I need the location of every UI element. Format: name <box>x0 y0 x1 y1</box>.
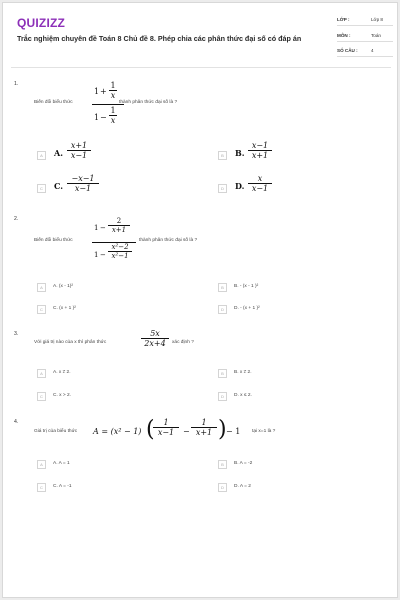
question-1-suffix: thành phân thức đại số là ? <box>119 100 178 105</box>
meta-subject-value: Toán <box>371 33 381 38</box>
math-denominator: x−1 <box>67 183 99 193</box>
question-4-suffix: tại x=1 là ? <box>252 429 276 434</box>
math-denominator: x−1 <box>248 183 272 193</box>
question-4-number: 4. <box>14 419 19 425</box>
option-text[interactable]: C. (x + 1 )² <box>53 306 76 311</box>
meta-divider <box>337 56 393 57</box>
q1-option-c-fraction[interactable] <box>67 174 99 193</box>
option-box[interactable]: A <box>37 369 46 378</box>
option-text[interactable]: A. A = 1 <box>53 461 70 466</box>
math-fraction <box>191 418 217 437</box>
option-text[interactable]: C. x > 2. <box>53 393 71 398</box>
math-numerator: 1 <box>163 418 169 427</box>
option-box[interactable]: A <box>37 283 46 292</box>
math-denominator: x−1 <box>67 150 91 160</box>
option-box[interactable]: B <box>218 460 227 469</box>
math-paren-open: ( <box>146 417 155 442</box>
math-denominator: x−1 <box>153 427 179 437</box>
header-divider <box>11 67 391 68</box>
option-box[interactable]: C <box>37 305 46 314</box>
meta-divider <box>337 25 393 26</box>
document-title: Trắc nghiệm chuyên đề Toán 8 Chủ đề 8. Phép chia các phân thức đại số có đáp án <box>17 34 302 43</box>
meta-grade-key: LỚP : <box>337 17 350 22</box>
math-numerator: −x−1 <box>71 174 95 183</box>
question-1-prefix: Biến đổi biểu thức <box>34 100 73 105</box>
math-minus: − <box>100 224 106 232</box>
math-denominator: 2x+4 <box>141 338 169 348</box>
question-4-prefix: Giá trị của biểu thức <box>34 429 78 434</box>
meta-count-key: SỐ CÂU : <box>337 48 358 53</box>
math-one: 1 <box>94 224 99 232</box>
question-4-expression <box>93 417 253 451</box>
math-fraction <box>108 243 132 260</box>
option-text[interactable]: B. - (x - 1 )² <box>234 284 259 289</box>
option-text[interactable]: A. x ≠ 2. <box>53 370 71 375</box>
math-lhs: A = (x² − 1) <box>93 427 142 436</box>
math-rhs: − 1 <box>226 427 241 436</box>
option-box[interactable]: C <box>37 392 46 401</box>
math-denominator: x <box>110 91 116 100</box>
question-3-suffix: xác định ? <box>172 340 194 345</box>
math-fraction <box>153 418 179 437</box>
option-box[interactable]: A <box>37 151 46 160</box>
question-3-number: 3. <box>14 331 19 337</box>
option-text[interactable]: D. - (x + 1 )² <box>234 306 260 311</box>
quizizz-logo: QUIZIZZ <box>17 16 66 30</box>
option-label: C. <box>54 181 64 191</box>
option-box[interactable]: D <box>218 483 227 492</box>
math-fraction <box>109 106 117 125</box>
option-box[interactable]: B <box>218 369 227 378</box>
math-denominator: x+1 <box>108 225 130 234</box>
option-box[interactable]: B <box>218 283 227 292</box>
meta-count-value: 4 <box>371 48 374 53</box>
question-2-prefix: Biến đổi biểu thức <box>34 238 73 243</box>
q1-option-b-fraction[interactable] <box>248 141 272 160</box>
question-2-suffix: thành phân thức đại số là ? <box>139 238 198 243</box>
math-numerator: x−1 <box>251 141 269 150</box>
option-box[interactable]: A <box>37 460 46 469</box>
math-minus: − <box>183 427 190 436</box>
option-box[interactable]: D <box>218 184 227 193</box>
option-label: B. <box>235 148 245 158</box>
question-2-expression <box>92 215 136 271</box>
question-1-expression <box>92 81 126 133</box>
worksheet-page <box>2 2 398 598</box>
math-fraction <box>108 217 130 234</box>
option-text[interactable]: D. x ≤ 2. <box>234 393 252 398</box>
question-1-number: 1. <box>14 81 19 87</box>
option-text[interactable]: A. (x - 1)² <box>53 284 73 289</box>
math-minus: − <box>100 251 106 259</box>
math-minus: − <box>100 113 107 122</box>
math-numerator: x <box>257 174 263 183</box>
math-numerator: 1 <box>201 418 207 427</box>
math-denominator: x+1 <box>191 427 217 437</box>
q1-option-a-fraction[interactable] <box>67 141 91 160</box>
q1-option-d-fraction[interactable] <box>248 174 272 193</box>
math-denominator: x+1 <box>248 150 272 160</box>
math-numerator: 5x <box>150 329 160 338</box>
math-numerator: 2 <box>116 217 122 225</box>
math-one: 1 <box>94 87 100 96</box>
option-box[interactable]: C <box>37 483 46 492</box>
math-denominator: x <box>110 116 116 125</box>
math-numerator: x+1 <box>70 141 88 150</box>
option-box[interactable]: D <box>218 305 227 314</box>
option-text[interactable]: B. A = -2 <box>234 461 253 466</box>
math-one: 1 <box>94 113 100 122</box>
question-3-expression <box>141 329 169 348</box>
math-paren-close: ) <box>218 417 227 442</box>
option-box[interactable]: D <box>218 392 227 401</box>
option-text[interactable]: D. A = 2 <box>234 484 251 489</box>
option-label: D. <box>235 181 245 191</box>
option-label: A. <box>54 148 63 158</box>
option-box[interactable]: C <box>37 184 46 193</box>
meta-grade-value: Lớp 8 <box>371 17 383 22</box>
option-text[interactable]: C. A = -1 <box>53 484 72 489</box>
option-text[interactable]: B. x ≠ 2. <box>234 370 252 375</box>
option-box[interactable]: B <box>218 151 227 160</box>
math-numerator: 1 <box>110 81 116 90</box>
meta-divider <box>337 41 393 42</box>
math-numerator: x²−2 <box>111 243 129 251</box>
question-3-prefix: Với giá trị nào của x thì phân thức <box>34 340 107 345</box>
math-denominator: x²−1 <box>108 251 132 260</box>
math-fraction <box>109 81 117 100</box>
math-numerator: 1 <box>110 106 116 115</box>
meta-subject-key: MÔN : <box>337 33 351 38</box>
math-plus: + <box>100 87 107 96</box>
question-2-number: 2. <box>14 216 19 222</box>
math-one: 1 <box>94 251 99 259</box>
